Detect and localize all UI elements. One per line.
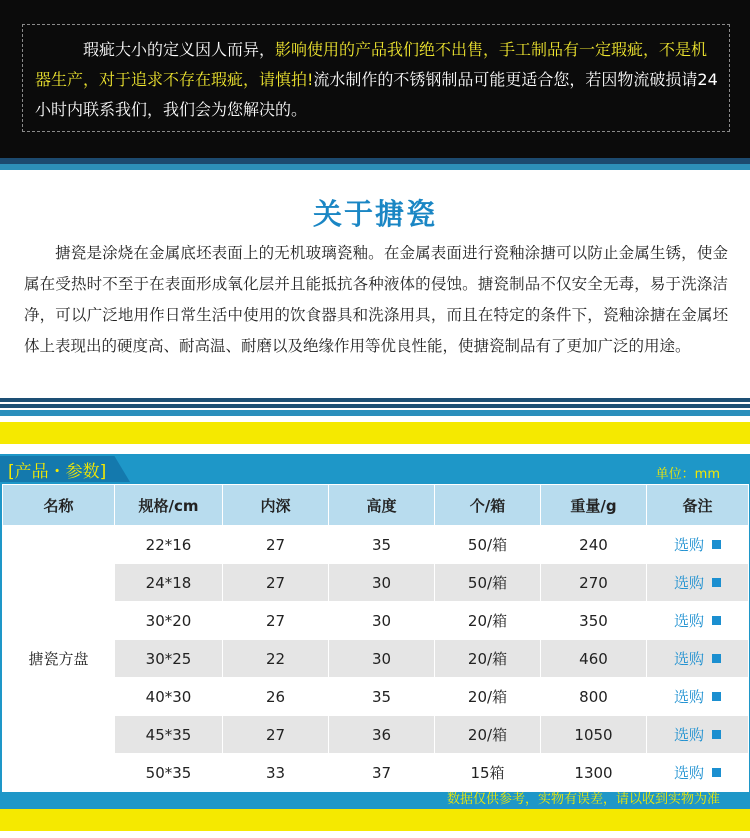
cell-depth: 33 [223, 754, 329, 792]
spec-section [0, 454, 750, 809]
buy-link[interactable]: 选购 [673, 574, 704, 592]
notice-text-normal: 瑕疵大小的定义因人而异， [83, 40, 276, 59]
buy-cell[interactable] [647, 716, 749, 754]
notice-box [22, 24, 730, 132]
bottom-white-band [0, 831, 750, 838]
stripe-yellow [0, 422, 750, 444]
footnote: 数据仅供参考，实物有误差，请以收到实物为准 [446, 792, 720, 807]
cell-per-box: 20/箱 [435, 678, 541, 716]
cell-size: 24*18 [115, 564, 223, 602]
square-icon [712, 730, 721, 739]
cell-height: 30 [329, 602, 435, 640]
col-header-note: 备注 [647, 485, 749, 526]
cell-per-box: 20/箱 [435, 716, 541, 754]
cell-size: 50*35 [115, 754, 223, 792]
spec-header-bar [0, 454, 750, 484]
col-header-size: 规格/cm [115, 485, 223, 526]
buy-link[interactable]: 选购 [673, 650, 704, 668]
cell-depth: 27 [223, 526, 329, 564]
col-header-per-box: 个/箱 [435, 485, 541, 526]
cell-weight: 460 [541, 640, 647, 678]
cell-height: 30 [329, 640, 435, 678]
square-icon [712, 768, 721, 777]
cell-size: 22*16 [115, 526, 223, 564]
cell-weight: 270 [541, 564, 647, 602]
buy-link[interactable]: 选购 [673, 612, 704, 630]
buy-link[interactable]: 选购 [673, 688, 704, 706]
table-row [3, 754, 749, 792]
cell-per-box: 50/箱 [435, 526, 541, 564]
buy-cell[interactable] [647, 526, 749, 564]
buy-link[interactable]: 选购 [673, 726, 704, 744]
cell-height: 37 [329, 754, 435, 792]
table-header-row [3, 485, 749, 526]
cell-per-box: 20/箱 [435, 602, 541, 640]
cell-weight: 1300 [541, 754, 647, 792]
notice-text-highlight: 影响使用的产品我们绝不出售，手工制品有一定瑕疵，不是机器生产，对于追求不存在瑕疵，请慎拍! [35, 40, 708, 89]
stripe-2 [0, 404, 750, 408]
buy-link[interactable]: 选购 [673, 764, 704, 782]
cell-depth: 27 [223, 564, 329, 602]
square-icon [712, 540, 721, 549]
buy-cell[interactable] [647, 602, 749, 640]
notice-panel [0, 0, 750, 158]
spec-tag: [产品・参数] [8, 462, 107, 482]
cell-per-box: 50/箱 [435, 564, 541, 602]
bottom-yellow-band [0, 809, 750, 831]
cell-depth: 27 [223, 716, 329, 754]
buy-cell[interactable] [647, 564, 749, 602]
col-header-height: 高度 [329, 485, 435, 526]
stripe-5 [0, 444, 750, 454]
cell-depth: 26 [223, 678, 329, 716]
buy-cell[interactable] [647, 640, 749, 678]
buy-link[interactable]: 选购 [673, 536, 704, 554]
spec-table [2, 484, 749, 792]
cell-weight: 350 [541, 602, 647, 640]
cell-height: 30 [329, 564, 435, 602]
about-body [24, 238, 728, 362]
table-row [3, 526, 749, 564]
table-row [3, 716, 749, 754]
about-body-text: 搪瓷是涂烧在金属底坯表面上的无机玻璃瓷釉。在金属表面进行瓷釉涂搪可以防止金属生锈，使金属在受热时不至于在表面形成氧化层并且能抵抗各种液体的侵蚀。搪瓷制品不仅安全无毒，易于洗涤洁净，可以广泛地用作日常生活中使用的饮食器具和洗涤用具，而且在特定的条件下，瓷釉涂搪在金属坯体上表现出的硬度高、耐高温、耐磨以及绝缘作用等优良性能，使搪瓷制品有了更加广泛的用途。 [24, 244, 728, 355]
buy-cell[interactable] [647, 754, 749, 792]
cell-size: 30*20 [115, 602, 223, 640]
notice-text-tail: 流水制作的不锈钢制品可能更适合您，若因物流破损请24小时内联系我们，我们会为您解决的。 [35, 70, 718, 119]
cell-height: 36 [329, 716, 435, 754]
cell-weight: 800 [541, 678, 647, 716]
table-row [3, 640, 749, 678]
stripe-1 [0, 398, 750, 402]
cell-weight: 1050 [541, 716, 647, 754]
col-header-depth: 内深 [223, 485, 329, 526]
cell-depth: 22 [223, 640, 329, 678]
square-icon [712, 654, 721, 663]
cell-height: 35 [329, 678, 435, 716]
about-title: 关于搪瓷 [312, 197, 437, 231]
table-row [3, 564, 749, 602]
unit-label: 单位：mm [655, 467, 720, 482]
product-name-cell: 搪瓷方盘 [3, 526, 115, 792]
cell-per-box: 15箱 [435, 754, 541, 792]
cell-depth: 27 [223, 602, 329, 640]
square-icon [712, 578, 721, 587]
cell-size: 30*25 [115, 640, 223, 678]
col-header-weight: 重量/g [541, 485, 647, 526]
square-icon [712, 692, 721, 701]
divider-band-light [0, 164, 750, 170]
table-row [3, 602, 749, 640]
buy-cell[interactable] [647, 678, 749, 716]
cell-size: 40*30 [115, 678, 223, 716]
col-header-name: 名称 [3, 485, 115, 526]
cell-size: 45*35 [115, 716, 223, 754]
cell-per-box: 20/箱 [435, 640, 541, 678]
table-row [3, 678, 749, 716]
cell-height: 35 [329, 526, 435, 564]
square-icon [712, 616, 721, 625]
cell-weight: 240 [541, 526, 647, 564]
